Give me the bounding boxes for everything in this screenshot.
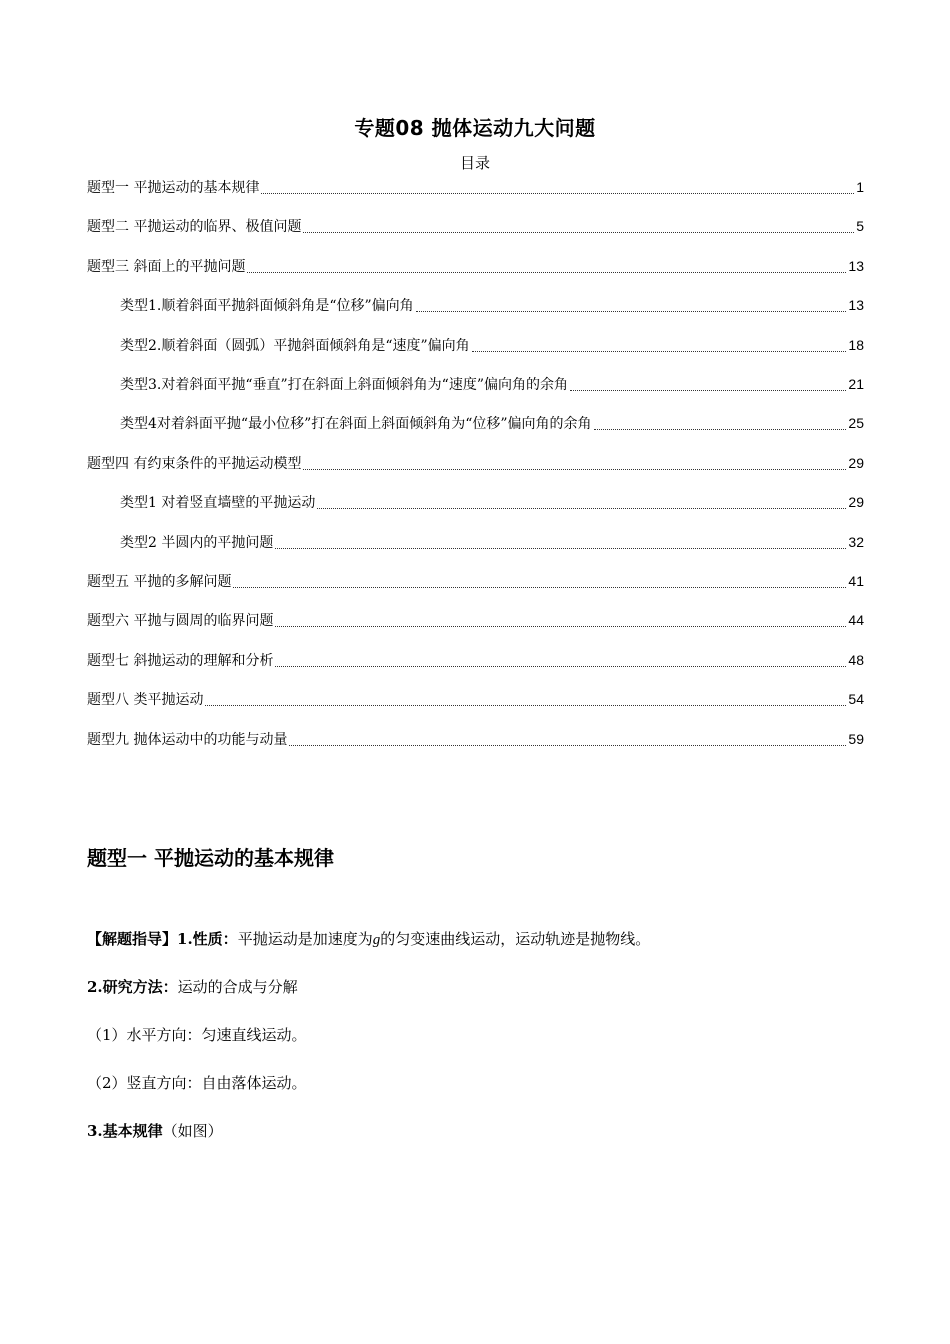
basic-law-text: （如图）: [162, 1122, 223, 1140]
toc-entry[interactable]: [87, 177, 864, 198]
toc-entry-label: 类型4对着斜面平抛“最小位移”打在斜面上斜面倾斜角为“位移”偏向角的余角: [120, 416, 592, 432]
nature-text-before: 平抛运动是加速度为: [237, 930, 373, 948]
method-paragraph: [87, 976, 298, 998]
toc-entry-page: 21: [848, 376, 864, 392]
gravity-symbol: g: [372, 932, 381, 948]
toc-entry-label: 题型九 抛体运动中的功能与动量: [87, 732, 288, 748]
toc-leader-dots: [233, 587, 846, 588]
toc-entry-label: 类型3.对着斜面平抛“垂直”打在斜面上斜面倾斜角为“速度”偏向角的余角: [120, 377, 568, 393]
toc-entry-label: 类型1 对着竖直墙壁的平抛运动: [120, 495, 316, 511]
toc-entry-page: 1: [856, 179, 864, 195]
toc-entry[interactable]: [120, 335, 864, 356]
toc-entry-label: 题型六 平抛与圆周的临界问题: [87, 613, 274, 629]
toc-leader-dots: [594, 429, 847, 430]
toc-entry-page: 29: [848, 494, 864, 510]
toc-entry-page: 48: [848, 652, 864, 668]
toc-leader-dots: [205, 705, 846, 706]
toc-entry-label: 类型2.顺着斜面（圆弧）平抛斜面倾斜角是“速度”偏向角: [120, 338, 470, 354]
toc-entry[interactable]: [87, 571, 864, 592]
toc-leader-dots: [472, 351, 847, 352]
toc-entry-page: 5: [856, 218, 864, 234]
toc-entry-page: 44: [848, 612, 864, 628]
toc-entry[interactable]: [87, 610, 864, 631]
toc-entry-label: 题型七 斜抛运动的理解和分析: [87, 653, 274, 669]
toc-leader-dots: [275, 626, 846, 627]
toc-entry-page: 29: [848, 455, 864, 471]
toc-entry-page: 32: [848, 534, 864, 550]
toc-leader-dots: [570, 390, 846, 391]
toc-entry[interactable]: [87, 729, 864, 750]
toc-heading: 目录: [459, 154, 490, 172]
toc-entry-page: 13: [848, 258, 864, 274]
toc-entry-label: 题型三 斜面上的平抛问题: [87, 259, 246, 275]
toc-entry-page: 41: [848, 573, 864, 589]
toc-entry[interactable]: [87, 650, 864, 671]
toc-entry-page: 59: [848, 731, 864, 747]
toc-entry-label: 题型一 平抛运动的基本规律: [87, 180, 260, 196]
document-title: 专题08 抛体运动九大问题: [354, 116, 596, 140]
guide-paragraph: [87, 928, 650, 951]
toc-leader-dots: [275, 548, 846, 549]
toc-entry-page: 25: [848, 415, 864, 431]
toc-leader-dots: [289, 745, 846, 746]
toc-leader-dots: [261, 193, 854, 194]
toc-entry[interactable]: [120, 374, 864, 395]
toc-leader-dots: [303, 469, 846, 470]
nature-label: 1.性质：: [177, 930, 238, 948]
toc-leader-dots: [416, 311, 847, 312]
toc-entry-page: 18: [848, 337, 864, 353]
toc-entry[interactable]: [120, 413, 864, 434]
toc-entry[interactable]: [120, 532, 864, 553]
toc-entry[interactable]: [87, 689, 864, 710]
toc-entry[interactable]: [87, 216, 864, 237]
toc-entry[interactable]: [87, 453, 864, 474]
method-text: 运动的合成与分解: [177, 978, 298, 996]
vertical-paragraph: （2）竖直方向：自由落体运动。: [87, 1074, 307, 1092]
toc-entry-label: 类型1.顺着斜面平抛斜面倾斜角是“位移”偏向角: [120, 298, 414, 314]
toc-entry-label: 类型2 半圆内的平抛问题: [120, 535, 274, 551]
basic-law-label: 3.基本规律: [87, 1122, 163, 1140]
guide-label: 【解题指导】: [87, 930, 178, 948]
nature-text-after: 的匀变速曲线运动，运动轨迹是抛物线。: [380, 930, 651, 948]
toc-entry[interactable]: [120, 492, 864, 513]
method-label: 2.研究方法：: [87, 978, 178, 996]
toc-entry[interactable]: [120, 295, 864, 316]
toc-leader-dots: [275, 666, 846, 667]
horizontal-paragraph: （1）水平方向：匀速直线运动。: [87, 1026, 307, 1044]
toc-entry-label: 题型四 有约束条件的平抛运动模型: [87, 456, 302, 472]
toc-leader-dots: [303, 232, 854, 233]
toc-entry-label: 题型二 平抛运动的临界、极值问题: [87, 219, 302, 235]
toc-entry[interactable]: [87, 256, 864, 277]
toc-entry-label: 题型八 类平抛运动: [87, 692, 204, 708]
toc-leader-dots: [317, 508, 846, 509]
toc-leader-dots: [247, 272, 846, 273]
toc-entry-page: 54: [848, 691, 864, 707]
section-title: 题型一 平抛运动的基本规律: [87, 846, 334, 870]
basic-law-paragraph: [87, 1120, 223, 1142]
toc-entry-page: 13: [848, 297, 864, 313]
toc-entry-label: 题型五 平抛的多解问题: [87, 574, 232, 590]
